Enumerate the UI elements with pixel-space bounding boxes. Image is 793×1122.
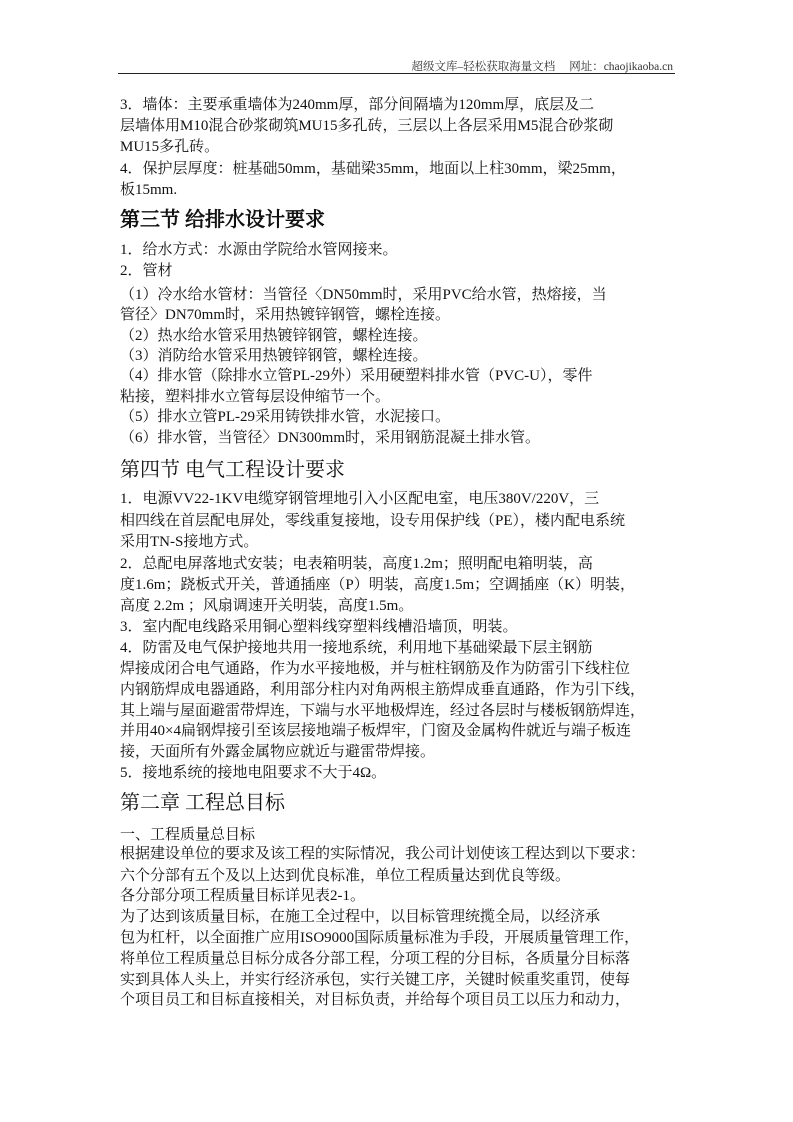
paragraph-line: 2．总配电屏落地式安装；电表箱明装，高度1.2m；照明配电箱明装，高 <box>120 556 593 572</box>
paragraph-line: 内钢筋焊成电器通路，利用部分柱内对角两根主筋焊成垂直通路，作为引下线， <box>120 682 646 698</box>
paragraph-line: 为了达到该质量目标，在施工全过程中，以目标管理统揽全局，以经济承 <box>120 909 601 925</box>
paragraph-line: 个项目员工和目标直接相关，对目标负责，并给每个项目员工以压力和动力， <box>120 992 631 1008</box>
paragraph-line: 管径〉DN70mm时，采用热镀锌钢管，螺栓连接。 <box>120 307 451 323</box>
paragraph-line: 3．室内配电线路采用铜心塑料线穿塑料线槽沿墙顶，明装。 <box>120 619 518 635</box>
site-url: 网址：chaojikaoba.cn <box>569 61 673 73</box>
paragraph-line: 接，天面所有外露金属物应就近与避雷带焊接。 <box>120 744 436 760</box>
page-header <box>411 58 673 74</box>
paragraph-line: 高度 2.2m ；风扇调速开关明装，高度1.5m。 <box>120 598 414 614</box>
paragraph-line: 相四线在首层配电屏处，零线重复接地，设专用保护线（PE），楼内配电系统 <box>120 513 626 529</box>
paragraph-line: （3）消防给水管采用热镀锌钢管，螺栓连接。 <box>120 348 428 364</box>
paragraph-line: MU15多孔砖。 <box>120 139 220 155</box>
paragraph-line: 层墙体用M10混合砂浆砌筑MU15多孔砖，三层以上各层采用M5混合砂浆砌 <box>120 118 614 134</box>
section-heading: 第四节 电气工程设计要求 <box>120 459 345 481</box>
section-heading: 第三节 给排水设计要求 <box>120 209 325 231</box>
paragraph-line: 1．给水方式：水源由学院给水管网接来。 <box>120 242 398 258</box>
paragraph-line: 5．接地系统的接地电阻要求不大于4Ω。 <box>120 765 387 781</box>
paragraph-line: 粘接，塑料排水立管每层设伸缩节一个。 <box>120 389 391 405</box>
paragraph-line: 包为杠杆，以全面推广应用ISO9000国际质量标准为手段，开展质量管理工作， <box>120 930 640 946</box>
paragraph-line: 度1.6m；跷板式开关，普通插座（P）明装，高度1.5m；空调插座（K）明装， <box>120 577 636 593</box>
paragraph-line: 实到具体人头上，并实行经济承包，实行关键工序，关键时候重奖重罚，使每 <box>120 972 631 988</box>
paragraph-line: （6）排水管，当管径〉DN300mm时，采用钢筋混凝土排水管。 <box>120 430 541 446</box>
section-heading: 第二章 工程总目标 <box>120 792 285 814</box>
paragraph-line: 4．保护层厚度：桩基础50mm，基础梁35mm，地面以上柱30mm，梁25mm， <box>120 161 626 177</box>
paragraph-line: 并用40×4扁钢焊接引至该层接地端子板焊牢，门窗及金属构件就近与端子板连 <box>120 723 631 739</box>
paragraph-line: （5）排水立管PL-29采用铸铁排水管，水泥接口。 <box>120 409 451 425</box>
paragraph-line: 各分部分项工程质量目标详见表2-1。 <box>120 888 365 904</box>
paragraph-line: 板15mm. <box>120 182 178 198</box>
paragraph-line: 采用TN-S接地方式。 <box>120 534 259 550</box>
paragraph-line: 焊接成闭合电气通路，作为水平接地极，并与桩柱钢筋及作为防雷引下线柱位 <box>120 661 631 677</box>
paragraph-line: 2．管材 <box>120 263 173 279</box>
paragraph-line: 根据建设单位的要求及该工程的实际情况，我公司计划使该工程达到以下要求： <box>120 846 646 862</box>
paragraph-line: 六个分部有五个及以上达到优良标准，单位工程质量达到优良等级。 <box>120 868 571 884</box>
paragraph-line: 一、工程质量总目标 <box>120 827 256 843</box>
site-name: 超级文库–轻松获取海量文档 <box>411 61 556 73</box>
paragraph-line: （2）热水给水管采用热镀锌钢管，螺栓连接。 <box>120 328 428 344</box>
paragraph-line: 3．墙体：主要承重墙体为240mm厚，部分间隔墙为120mm厚，底层及二 <box>120 97 595 113</box>
paragraph-line: 4．防雷及电气保护接地共用一接地系统，利用地下基础梁最下层主钢筋 <box>120 640 593 656</box>
paragraph-line: 1．电源VV22-1KV电缆穿钢管埋地引入小区配电室，电压380V/220V，三 <box>120 491 600 507</box>
paragraph-line: 将单位工程质量总目标分成各分部工程，分项工程的分目标，各质量分目标落 <box>120 951 631 967</box>
header-rule <box>118 73 675 74</box>
paragraph-line: 其上端与屋面避雷带焊连，下端与水平地极焊连，经过各层时与楼板钢筋焊连， <box>120 703 646 719</box>
paragraph-line: （4）排水管（除排水立管PL-29外）采用硬塑料排水管（PVC-U），零件 <box>120 368 593 384</box>
paragraph-line: （1）冷水给水管材：当管径〈DN50mm时，采用PVC给水管，热熔接，当 <box>120 287 607 303</box>
